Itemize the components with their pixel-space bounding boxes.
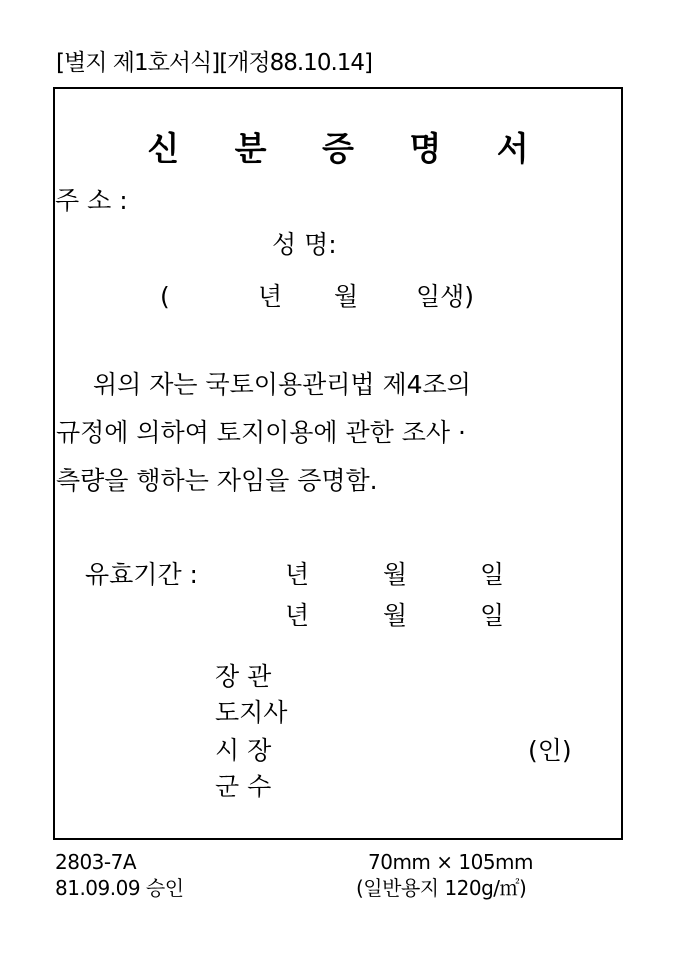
issuer-governor: 도지사 [215,698,288,727]
form-size: 70mm × 105mm [368,850,534,874]
validity-row2-year: 년 [285,601,310,630]
issuer-minister: 장 관 [215,662,272,691]
issuer-mayor: 시 장 [215,736,272,765]
issuer-county-head: 군 수 [215,772,272,801]
approval-date: 81.09.09 승인 [55,876,184,900]
birth-day-label: 일생) [416,282,475,311]
body-line-3: 측량을 행하는 자임을 증명함. [56,466,378,495]
certificate-frame [53,87,623,840]
validity-label: 유효기간 : [85,560,198,589]
birth-month-label: 월 [334,282,359,311]
form-header-label: [별지 제1호서식][개정88.10.14] [56,50,373,76]
body-line-1: 위의 자는 국토이용관리법 제4조의 [93,370,471,399]
validity-row1-day: 일 [480,560,505,589]
document-title: 신 분 증 명 서 [147,129,551,168]
validity-row1-year: 년 [285,560,310,589]
birth-year-label: 년 [258,282,283,311]
paper-spec: (일반용지 120g/㎡) [356,876,527,900]
body-line-2: 규정에 의하여 토지이용에 관한 조사 · [56,418,466,447]
validity-row2-month: 월 [383,601,408,630]
seal-mark: (인) [528,736,572,765]
validity-row2-day: 일 [480,601,505,630]
validity-row1-month: 월 [383,560,408,589]
birth-open-paren: ( [160,282,170,311]
name-label: 성 명: [272,230,337,259]
form-code: 2803-7A [55,850,137,874]
address-label: 주 소 : [55,186,128,215]
